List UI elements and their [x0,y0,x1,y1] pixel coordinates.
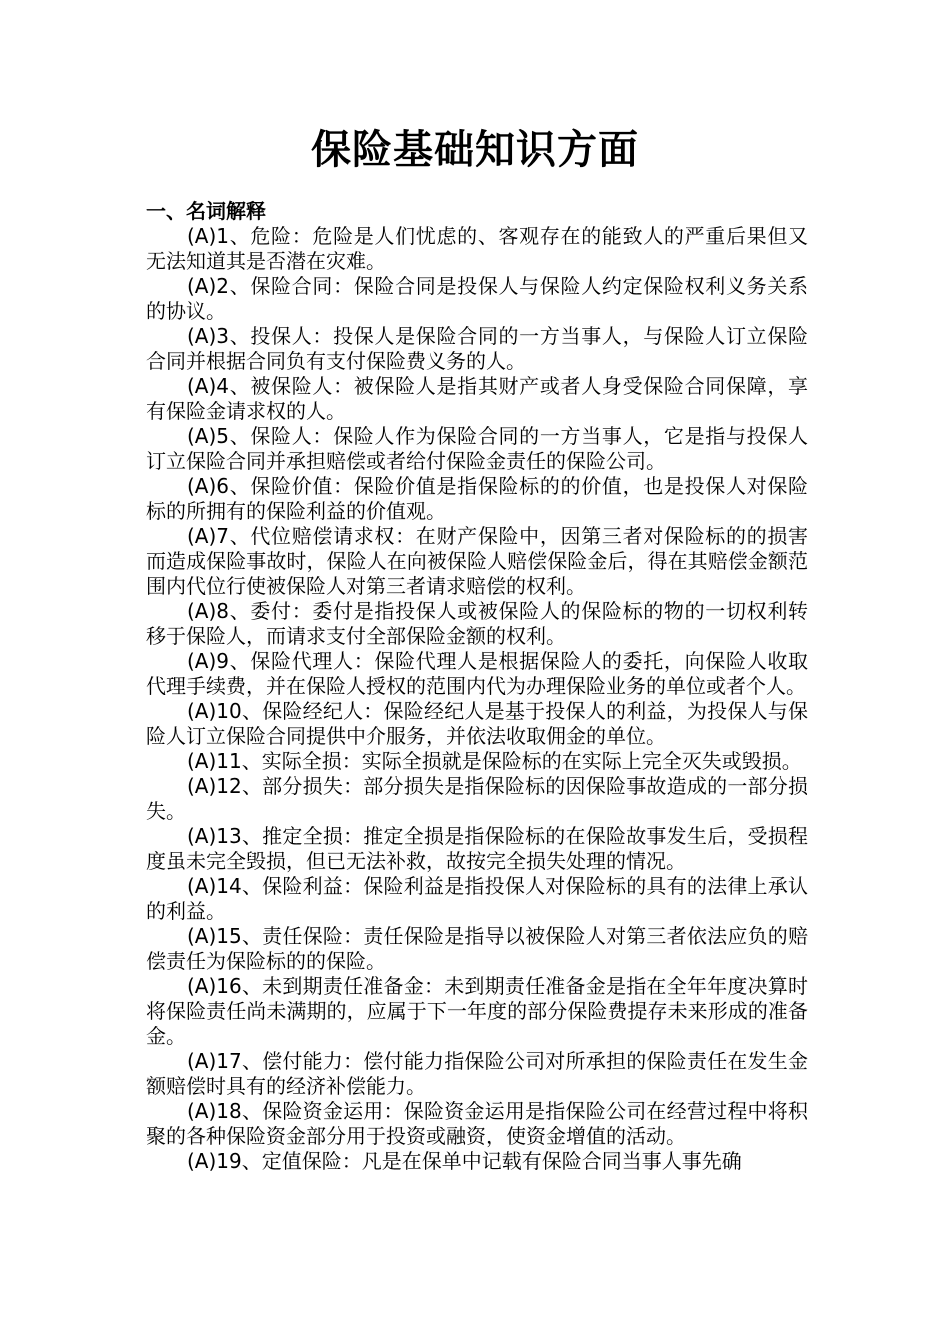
term-entry-1: (A)1、危险：危险是人们忧虑的、客观存在的能致人的严重后果但又无法知道其是否潜在灾难。 [146,224,808,273]
term-entry-9: (A)9、保险代理人：保险代理人是根据保险人的委托，向保险人收取代理手续费，并在保险人授权的范围内代为办理保险业务的单位或者个人。 [146,649,808,698]
term-entry-11: (A)11、实际全损：实际全损就是保险标的在实际上完全灭失或毁损。 [187,749,802,773]
term-entry-15: (A)15、责任保险：责任保险是指导以被保险人对第三者依法应负的赔偿责任为保险标的的保险。 [146,924,808,973]
term-entry-16: (A)16、未到期责任准备金：未到期责任准备金是指在全年年度决算时将保险责任尚未满期的，应属于下一年度的部分保险费提存未来形成的准备金。 [146,974,808,1048]
term-entry-10: (A)10、保险经纪人：保险经纪人是基于投保人的利益，为投保人与保险人订立保险合同提供中介服务，并依法收取佣金的单位。 [146,699,808,748]
term-entry-19: (A)19、定值保险：凡是在保单中记载有保险合同当事人事先确 [187,1149,742,1173]
term-entry-2: (A)2、保险合同：保险合同是投保人与保险人约定保险权利义务关系的协议。 [146,274,808,323]
term-entry-14: (A)14、保险利益：保险利益是指投保人对保险标的具有的法律上承认的利益。 [146,874,808,923]
term-entry-6: (A)6、保险价值：保险价值是指保险标的的价值，也是投保人对保险标的所拥有的保险利益的价值观。 [146,474,808,523]
term-entry-17: (A)17、偿付能力：偿付能力指保险公司对所承担的保险责任在发生金额赔偿时具有的经济补偿能力。 [146,1049,808,1098]
term-entry-4: (A)4、被保险人：被保险人是指其财产或者人身受保险合同保障，享有保险金请求权的人。 [146,374,808,423]
term-entry-13: (A)13、推定全损：推定全损是指保险标的在保险故事发生后，受损程度虽未完全毁损，但已无法补救，故按完全损失处理的情况。 [146,824,808,873]
term-entry-7: (A)7、代位赔偿请求权：在财产保险中，因第三者对保险标的的损害而造成保险事故时，保险人在向被保险人赔偿保险金后，得在其赔偿金额范围内代位行使被保险人对第三者请求赔偿的权利。 [146,524,808,598]
term-entry-18: (A)18、保险资金运用：保险资金运用是指保险公司在经营过程中将积聚的各种保险资金部分用于投资或融资，使资金增值的活动。 [146,1099,808,1148]
term-entry-8: (A)8、委付：委付是指投保人或被保险人的保险标的物的一切权利转移于保险人，而请求支付全部保险金额的权利。 [146,599,808,648]
document-title: 保险基础知识方面 [311,127,639,173]
term-entry-5: (A)5、保险人：保险人作为保险合同的一方当事人，它是指与投保人订立保险合同并承担赔偿或者给付保险金责任的保险公司。 [146,424,808,473]
term-entry-3: (A)3、投保人：投保人是保险合同的一方当事人，与保险人订立保险合同并根据合同负有支付保险费义务的人。 [146,324,808,373]
term-entry-12: (A)12、部分损失：部分损失是指保险标的因保险事故造成的一部分损失。 [146,774,808,823]
section-heading: 一、名词解释 [146,199,266,223]
document-body [146,198,808,1174]
